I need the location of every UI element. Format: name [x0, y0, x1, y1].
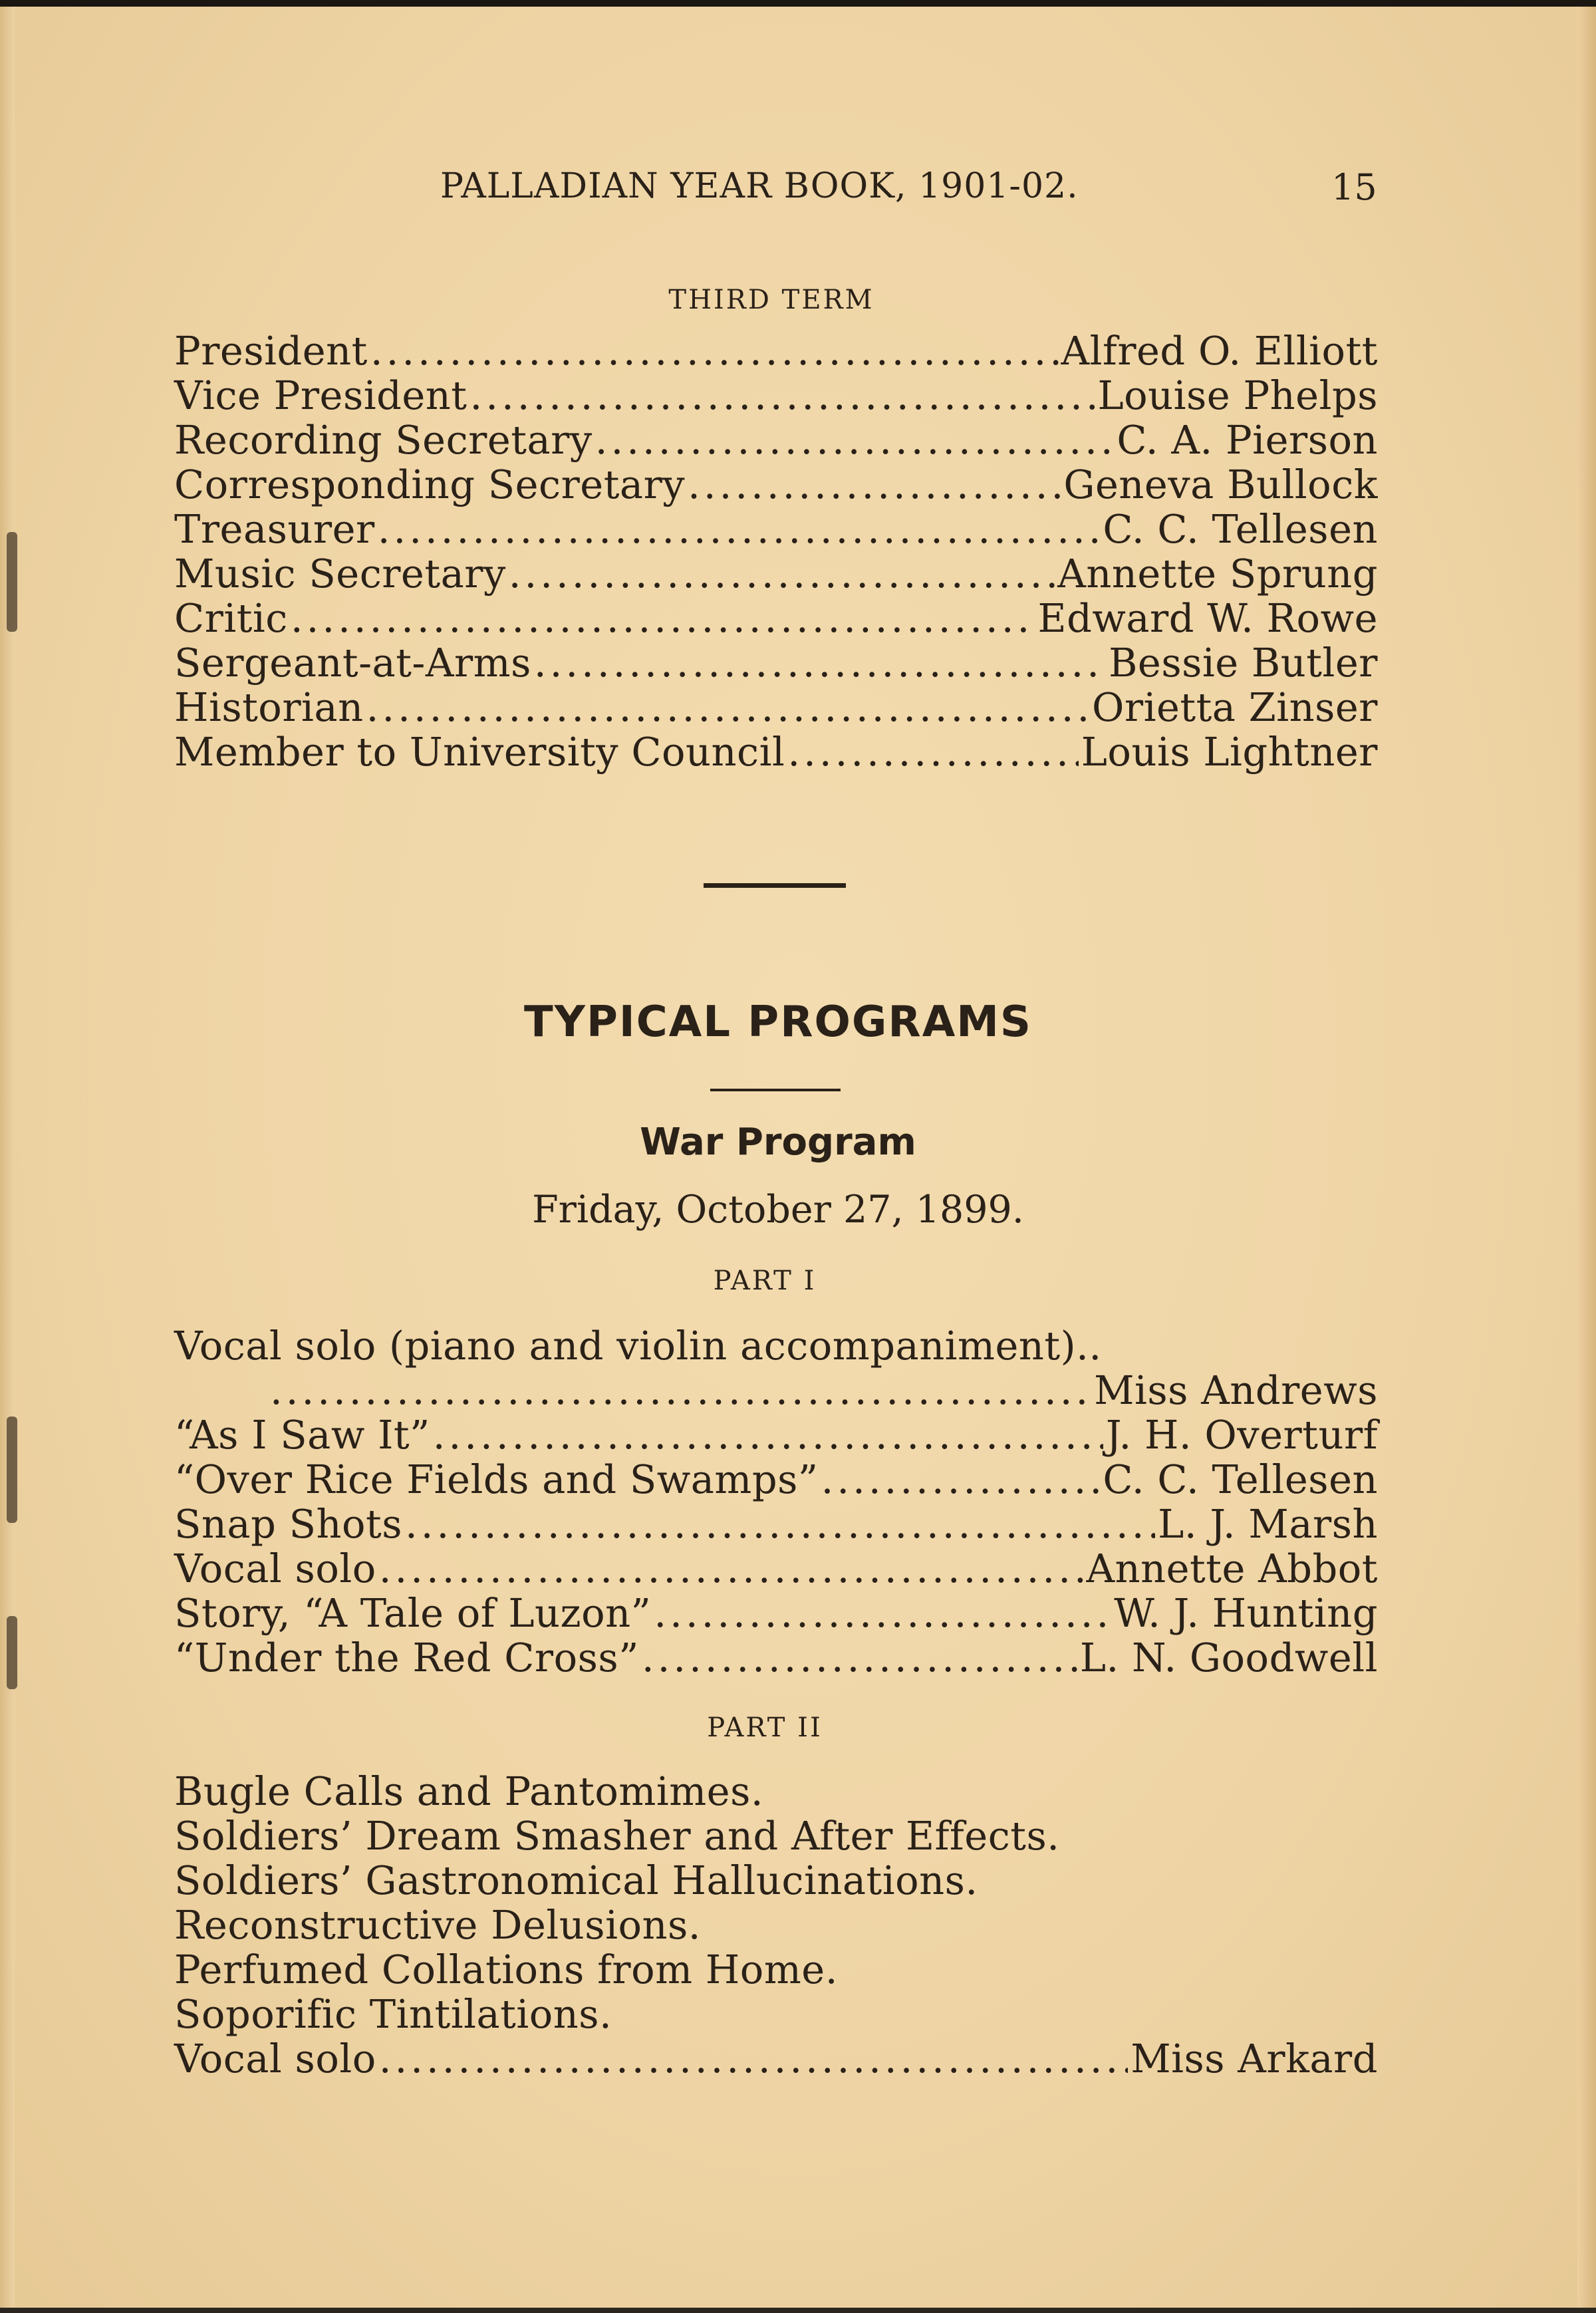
binding-stitch	[7, 532, 17, 632]
office-title: President	[174, 328, 368, 374]
page-left-edge	[0, 7, 15, 2313]
officer-row	[174, 685, 1378, 730]
officer-row	[174, 507, 1378, 551]
dot-leader	[379, 1546, 1084, 1591]
dot-leader	[642, 1635, 1077, 1680]
dot-leader	[688, 462, 1061, 507]
binding-stitch	[7, 1616, 17, 1689]
performer-name: Miss Arkard	[1130, 2036, 1378, 2082]
section-divider	[704, 883, 846, 888]
page-right-edge	[1577, 7, 1596, 2313]
officer-name: Bessie Butler	[1109, 640, 1378, 686]
heading-rule	[710, 1089, 841, 1091]
officer-name: Alfred O. Elliott	[1061, 328, 1378, 374]
performer-name: C. C. Tellesen	[1103, 1456, 1378, 1502]
dot-leader	[509, 551, 1055, 596]
item-title: “Under the Red Cross”	[174, 1635, 639, 1681]
program-title: War Program	[640, 1121, 916, 1164]
officer-row	[174, 640, 1378, 685]
program-line: Perfumed Collations from Home.	[174, 1947, 838, 1992]
program-item	[174, 1457, 1378, 1502]
office-title: Vice President	[174, 372, 467, 418]
part-one-list	[174, 1323, 1378, 1680]
performer-name: Miss Andrews	[1094, 1367, 1378, 1413]
officer-row	[174, 462, 1378, 507]
officer-row	[174, 596, 1378, 640]
program-date: Friday, October 27, 1899.	[532, 1188, 1024, 1232]
program-item	[174, 1502, 1378, 1546]
dot-leader	[654, 1591, 1111, 1635]
dot-leader	[433, 1413, 1103, 1457]
dot-leader	[470, 373, 1095, 418]
officer-name: C. C. Tellesen	[1103, 506, 1378, 552]
item-title: Story, “A Tale of Luzon”	[174, 1590, 652, 1636]
dot-leader	[291, 596, 1035, 640]
part-two-label: PART II	[707, 1712, 823, 1743]
officer-row	[174, 373, 1378, 418]
office-title: Recording Secretary	[174, 417, 593, 463]
performer-name: L. J. Marsh	[1158, 1501, 1378, 1547]
officer-name: Annette Sprung	[1057, 551, 1378, 597]
dot-leader	[378, 507, 1101, 551]
running-title: PALLADIAN YEAR BOOK, 1901-02.	[440, 166, 1079, 206]
item-title: Vocal solo	[174, 1546, 376, 1591]
program-item-first-line: Vocal solo (piano and violin accompaniment)..	[174, 1323, 1102, 1369]
performer-name: W. J. Hunting	[1114, 1590, 1378, 1636]
officer-name: Edward W. Rowe	[1037, 595, 1378, 641]
binding-stitch	[7, 1417, 17, 1523]
office-title: Corresponding Secretary	[174, 462, 686, 507]
part-one-label: PART I	[713, 1266, 817, 1296]
office-title: Historian	[174, 684, 364, 730]
dot-leader	[821, 1457, 1101, 1502]
program-item	[174, 2036, 1378, 2081]
item-title: Snap Shots	[174, 1501, 403, 1547]
program-line: Bugle Calls and Pantomimes.	[174, 1768, 764, 1814]
program-item	[174, 1591, 1378, 1635]
page-number: 15	[1331, 166, 1377, 208]
dot-leader	[595, 418, 1115, 462]
officer-row	[174, 551, 1378, 596]
dot-leader	[534, 640, 1106, 685]
officer-name: Geneva Bullock	[1063, 462, 1378, 507]
officer-name: C. A. Pierson	[1117, 417, 1378, 463]
third-term-label: THIRD TERM	[668, 285, 874, 315]
programs-heading: TYPICAL PROGRAMS	[524, 998, 1032, 1047]
officer-name: Louise Phelps	[1097, 372, 1378, 418]
performer-name: J. H. Overturf	[1105, 1412, 1378, 1458]
program-item	[174, 1413, 1378, 1457]
office-title: Sergeant-at-Arms	[174, 640, 531, 686]
office-title: Treasurer	[174, 506, 375, 552]
part-two-list	[174, 1769, 1378, 2081]
dot-leader	[366, 685, 1089, 730]
officer-name: Orietta Zinser	[1092, 684, 1378, 730]
program-item	[174, 1635, 1378, 1680]
officer-row	[174, 418, 1378, 462]
office-title: Critic	[174, 595, 288, 641]
item-title: Vocal solo	[174, 2036, 376, 2082]
item-title: “As I Saw It”	[174, 1412, 430, 1458]
performer-name: Annette Abbot	[1086, 1546, 1378, 1591]
dot-leader	[787, 730, 1078, 774]
officer-row	[174, 329, 1378, 373]
office-title: Member to University Council	[174, 729, 785, 775]
officer-name: Louis Lightner	[1081, 729, 1378, 775]
program-item-continuation	[174, 1368, 1378, 1413]
dot-leader	[270, 1368, 1091, 1413]
program-line: Reconstructive Delusions.	[174, 1902, 702, 1948]
program-item	[174, 1546, 1378, 1591]
dot-leader	[370, 329, 1059, 373]
performer-name: L. N. Goodwell	[1079, 1635, 1378, 1681]
program-line: Soldiers’ Gastronomical Hallucinations.	[174, 1857, 978, 1903]
dot-leader	[405, 1502, 1155, 1546]
program-line: Soporific Tintilations.	[174, 1991, 612, 2037]
officer-list	[174, 329, 1378, 774]
item-title: “Over Rice Fields and Swamps”	[174, 1456, 819, 1502]
dot-leader	[379, 2036, 1128, 2081]
program-line: Soldiers’ Dream Smasher and After Effects.	[174, 1813, 1060, 1859]
officer-row	[174, 730, 1378, 774]
office-title: Music Secretary	[174, 551, 506, 597]
